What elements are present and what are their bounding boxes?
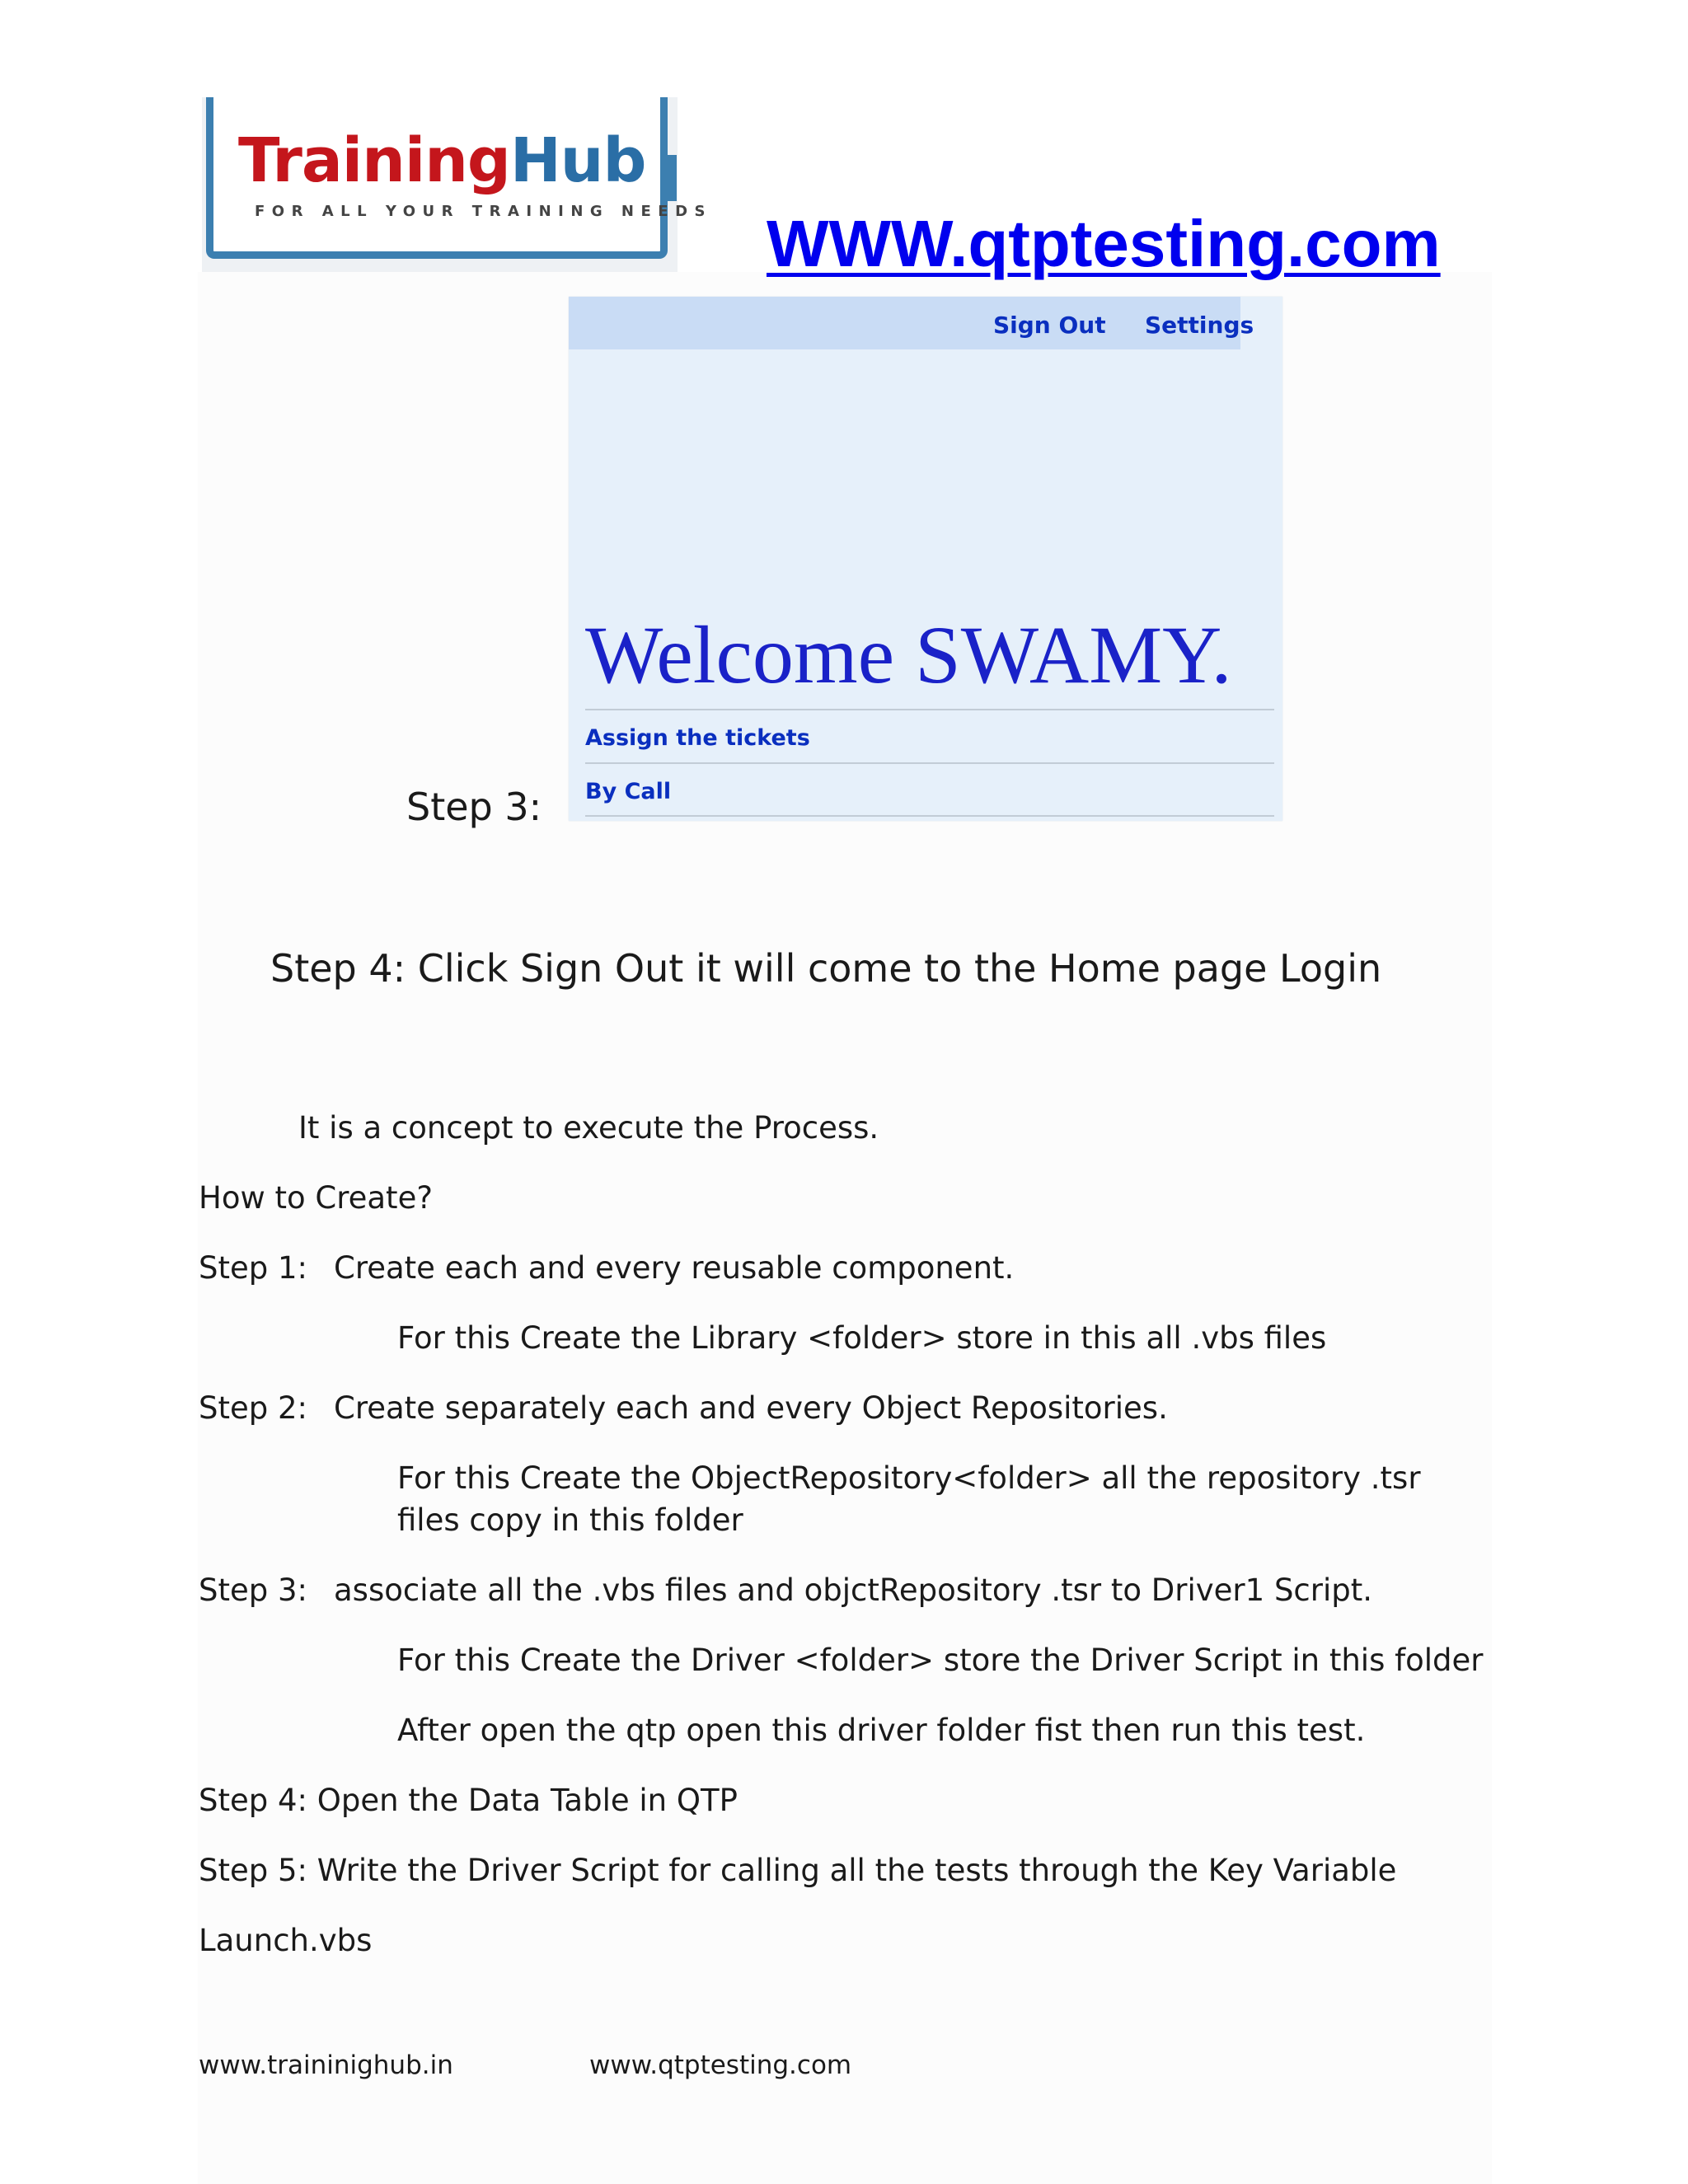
step4-heading: Step 4: Click Sign Out it will come to the Home page Login [270, 946, 1382, 991]
step2-label: Step 2: [199, 1390, 308, 1426]
step2-subtext-line2: files copy in this folder [397, 1502, 743, 1538]
step2-text: Create separately each and every Object Repositories. [334, 1390, 1168, 1426]
logo-brand-part2: Hub [509, 125, 646, 196]
step3-text: associate all the .vbs files and objctRepository .tsr to Driver1 Script. [334, 1572, 1373, 1608]
logo-frame [206, 97, 712, 259]
divider [585, 709, 1274, 710]
app-top-nav [569, 297, 1254, 349]
step4-text: Step 4: Open the Data Table in QTP [199, 1783, 738, 1818]
step1-label: Step 1: [199, 1250, 308, 1286]
logo-tagline: FOR ALL YOUR TRAINING NEEDS [255, 203, 712, 220]
step3-label-body: Step 3: [199, 1572, 308, 1608]
divider [585, 762, 1274, 764]
step1-text: Create each and every reusable component. [334, 1250, 1015, 1286]
logo-brand-part1: Training [238, 125, 510, 196]
site-url-link[interactable]: WWW.qtptesting.com [767, 207, 1441, 280]
launch-filename: Launch.vbs [199, 1923, 373, 1958]
welcome-heading: Welcome SWAMY. [585, 609, 1232, 701]
logo-tab [665, 155, 677, 201]
settings-link[interactable]: Settings [1145, 312, 1254, 339]
step3-label: Step 3: [406, 785, 542, 829]
step2-subtext-line1: For this Create the ObjectRepository<folder> all the repository .tsr [397, 1460, 1421, 1496]
footer-traininghub-url[interactable]: www.traininighub.in [199, 2050, 453, 2080]
divider [585, 815, 1274, 817]
assign-tickets-link[interactable]: Assign the tickets [585, 725, 810, 751]
step5-text: Step 5: Write the Driver Script for calling all the tests through the Key Variable [199, 1853, 1397, 1888]
logo-brand [238, 125, 646, 196]
traininghub-logo [202, 97, 712, 272]
intro-text: It is a concept to execute the Process. [298, 1110, 879, 1146]
step1-subtext: For this Create the Library <folder> store in this all .vbs files [397, 1320, 1327, 1356]
footer-qtptesting-url[interactable]: www.qtptesting.com [589, 2050, 852, 2080]
step3-subtext-1: For this Create the Driver <folder> store the Driver Script in this folder [397, 1643, 1484, 1678]
by-call-link[interactable]: By Call [585, 779, 672, 804]
app-screenshot [569, 297, 1282, 821]
sign-out-link[interactable]: Sign Out [993, 312, 1106, 339]
step3-subtext-2: After open the qtp open this driver folder fist then run this test. [397, 1713, 1366, 1748]
how-to-heading: How to Create? [199, 1180, 433, 1216]
